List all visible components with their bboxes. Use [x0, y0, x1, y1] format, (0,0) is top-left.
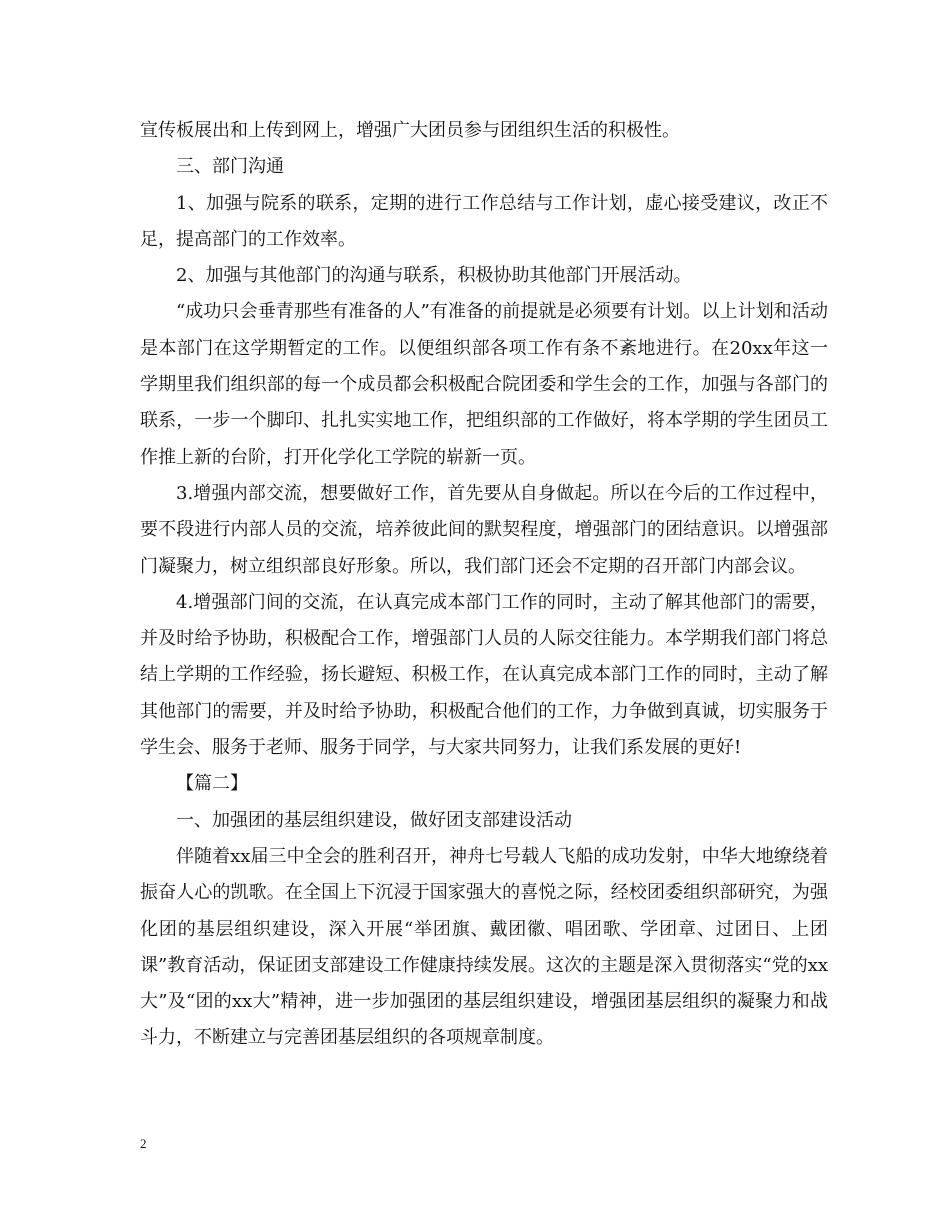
list-item-3: 3.增强内部交流，想要做好工作，首先要从自身做起。所以在今后的工作过程中，要不段进行内部人员的交流，培养彼此间的默契程度，增强部门的团结意识。以增强部门凝聚力，树立组织部良好形象。所以，我们部门还会不定期的召开部门内部会议。	[140, 482, 828, 577]
section-heading-league-organization: 一、加强团的基层组织建设，做好团支部建设活动	[176, 809, 572, 831]
section-heading-department-communication: 三、部门沟通	[176, 156, 284, 178]
list-item-1: 1、加强与院系的联系，定期的进行工作总结与工作计划，虚心接受建议，改正不足，提高部门的工作效率。	[140, 192, 828, 250]
paragraph-intro: 伴随着xx届三中全会的胜利召开，神舟七号载人飞船的成功发射，中华大地缭绕着振奋人心的凯歌。在全国上下沉浸于国家强大的喜悦之际，经校团委组织部研究，为强化团的基层组织建设，深入开展“举团旗、戴团徽、唱团歌、学团章、过团日、上团课”教育活动，保证团支部建设工作健康持续发展。这次的主题是深入贯彻落实“党的xx大”及“团的xx大”精神，进一步加强团的基层组织建设，增强团基层组织的凝聚力和战斗力，不断建立与完善团基层组织的各项规章制度。	[140, 845, 828, 1049]
paragraph-plan: “成功只会垂青那些有准备的人”有准备的前提就是必须要有计划。以上计划和活动是本部门在这学期暂定的工作。以便组织部各项工作有条不紊地进行。在20xx年这一学期里我们组织部的每一个成员都会积极配合院团委和学生会的工作，加强与各部门的联系，一步一个脚印、扎扎实实地工作，把组织部的工作做好，将本学期的学生团员工作推上新的台阶，打开化学化工学院的崭新一页。	[140, 301, 828, 468]
document-body	[140, 113, 828, 1057]
page-number: 2	[140, 1136, 147, 1151]
section-marker-part-two: 【篇二】	[176, 773, 248, 795]
paragraph-continuation: 宣传板展出和上传到网上，增强广大团员参与团组织生活的积极性。	[140, 120, 680, 141]
list-item-4: 4.增强部门间的交流，在认真完成本部门工作的同时，主动了解其他部门的需要，并及时给予协助，积极配合工作，增强部门人员的人际交往能力。本学期我们部门将总结上学期的工作经验，扬长避短、积极工作，在认真完成本部门工作的同时，主动了解其他部门的需要，并及时给予协助，积极配合他们的工作，力争做到真诚，切实服务于学生会、服务于老师、服务于同学，与大家共同努力，让我们系发展的更好!	[140, 591, 828, 759]
list-item-2: 2、加强与其他部门的沟通与联系，积极协助其他部门开展活动。	[176, 265, 692, 287]
